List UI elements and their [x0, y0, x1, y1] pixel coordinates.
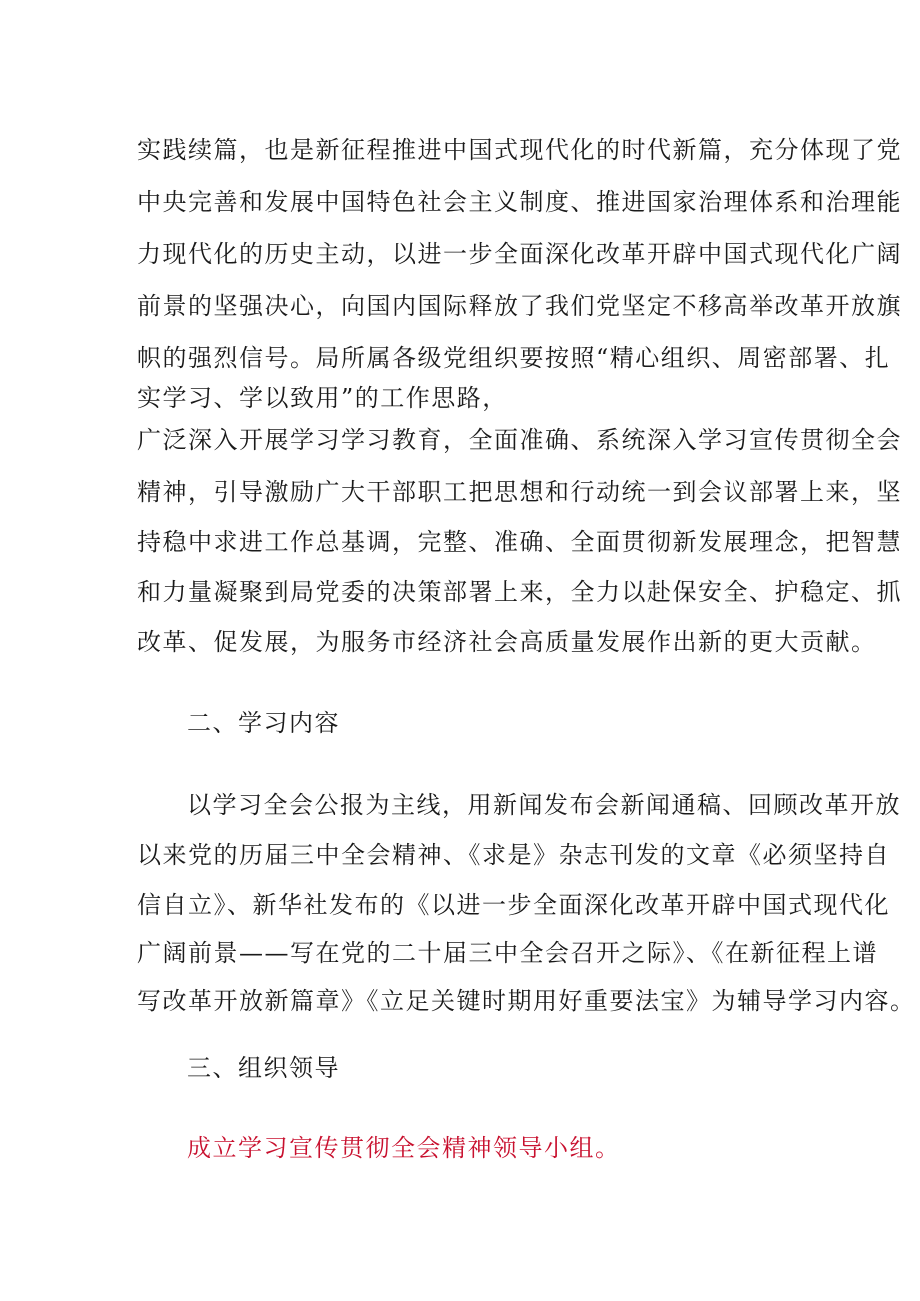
paragraph-1-line-6: 实学习、学以致用”的工作思路，	[137, 384, 508, 412]
section-heading-organization: 三、组织领导	[187, 1054, 340, 1082]
paragraph-2-line-5: 改革、促发展，为服务市经济社会高质量发展作出新的更大贡献。	[137, 628, 877, 656]
leadership-group-line: 成立学习宣传贯彻全会精神领导小组。	[187, 1134, 621, 1162]
section-heading-study-content: 二、学习内容	[187, 709, 340, 737]
paragraph-3-line-4: 广阔前景——写在党的二十届三中全会召开之际》、《在新征程上谱	[137, 939, 878, 967]
paragraph-1-line-2: 中央完善和发展中国特色社会主义制度、推进国家治理体系和治理能	[137, 188, 902, 216]
paragraph-1-line-3: 力现代化的历史主动，以进一步全面深化改革开辟中国式现代化广阔	[137, 240, 902, 268]
paragraph-1-line-1: 实践续篇，也是新征程推进中国式现代化的时代新篇，充分体现了党	[137, 136, 902, 164]
paragraph-3-line-1: 以学习全会公报为主线，用新闻发布会新闻通稿、回顾改革开放	[187, 791, 901, 819]
paragraph-1-line-5: 帜的强烈信号。局所属各级党组织要按照“精心组织、周密部署、扎	[137, 344, 891, 372]
paragraph-3-line-5: 写改革开放新篇章》《立足关键时期用好重要法宝》为辅导学习内容。	[137, 987, 916, 1015]
paragraph-2-line-1: 广泛深入开展学习学习教育，全面准确、系统深入学习宣传贯彻全会	[137, 426, 902, 454]
paragraph-3-line-3: 信自立》、新华社发布的《以进一步全面深化改革开辟中国式现代化	[137, 891, 890, 919]
paragraph-3-line-2: 以来党的历届三中全会精神、《求是》杂志刊发的文章《必须坚持自	[137, 841, 890, 869]
paragraph-2-line-4: 和力量凝聚到局党委的决策部署上来，全力以赴保安全、护稳定、抓	[137, 578, 902, 606]
paragraph-2-line-3: 持稳中求进工作总基调，完整、准确、全面贯彻新发展理念，把智慧	[137, 528, 902, 556]
paragraph-1-line-4: 前景的坚强决心，向国内国际释放了我们党坚定不移高举改革开放旗	[137, 292, 902, 320]
paragraph-2-line-2: 精神，引导激励广大干部职工把思想和行动统一到会议部署上来，坚	[137, 478, 902, 506]
